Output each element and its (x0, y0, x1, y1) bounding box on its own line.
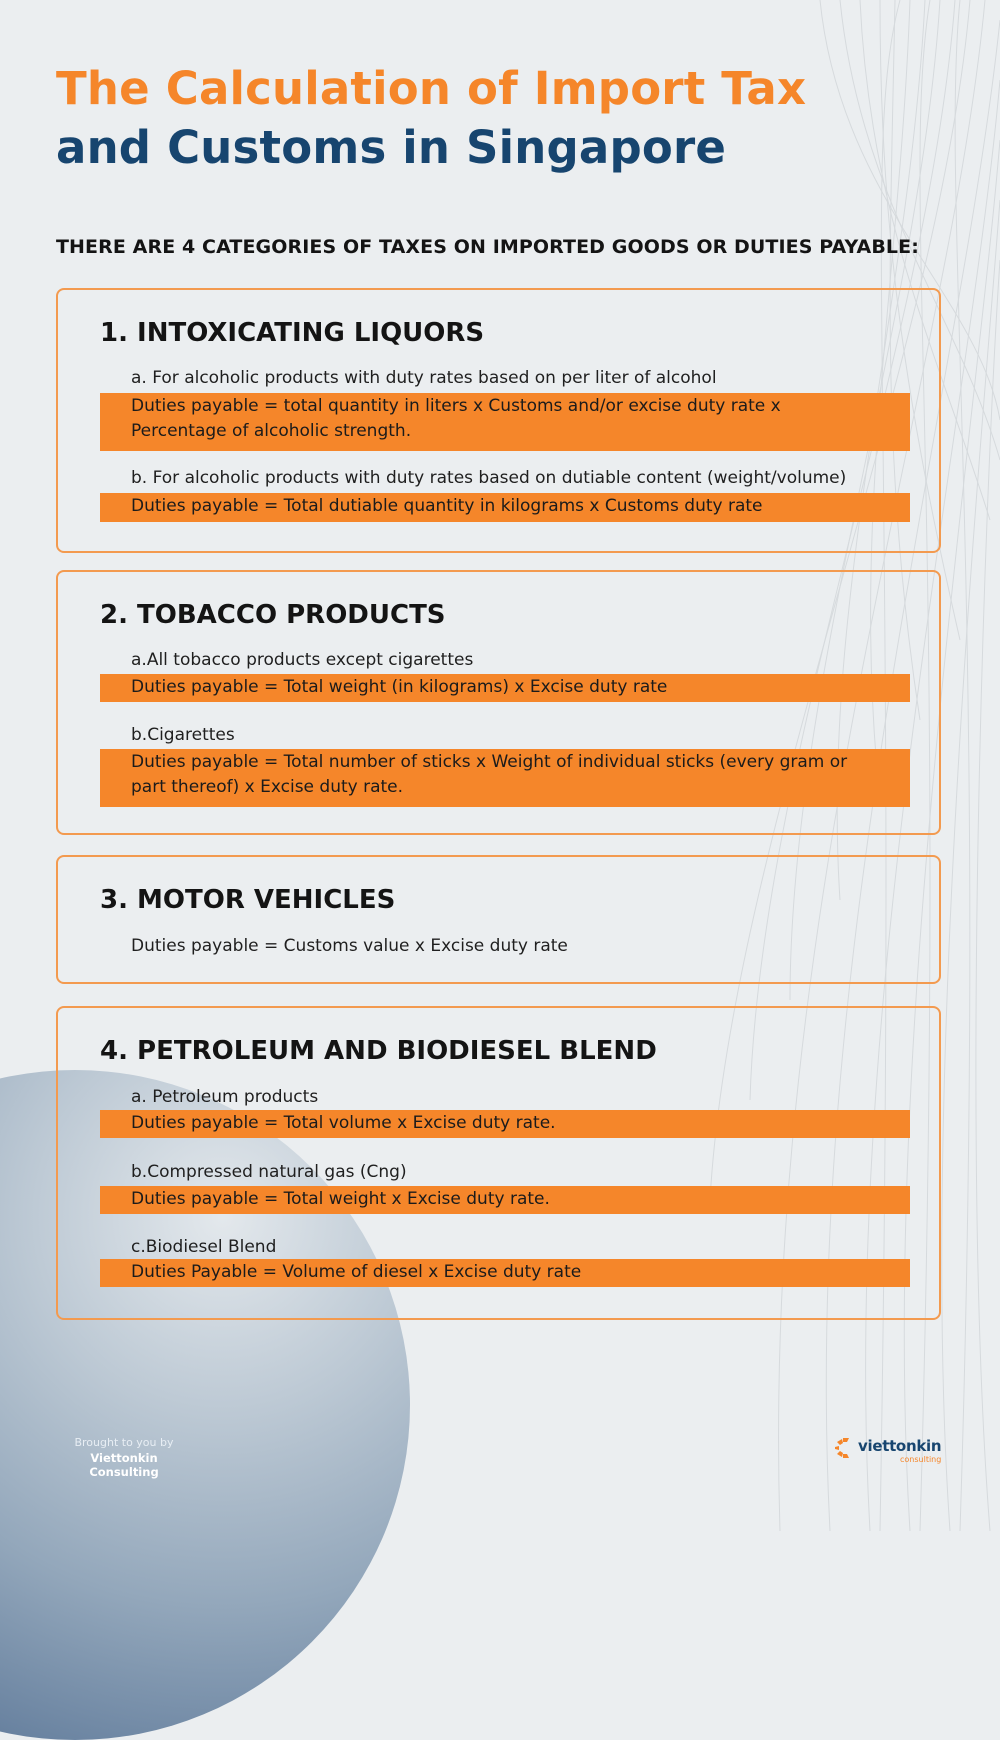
item-label: b.Cigarettes (131, 725, 235, 745)
formula-box (100, 393, 910, 451)
item-label: a. Petroleum products (131, 1087, 319, 1107)
formula-line: Duties payable = Total number of sticks x Weight of individual sticks (every gram or (131, 752, 848, 772)
formula-line: part thereof) x Excise duty rate. (131, 777, 404, 797)
formula-line: Duties payable = Total volume x Excise duty rate. (131, 1113, 556, 1133)
formula-box (100, 1110, 910, 1138)
section-subtitle: THERE ARE 4 CATEGORIES OF TAXES ON IMPORTED GOODS OR DUTIES PAYABLE: (56, 236, 919, 258)
formula-box (100, 493, 910, 522)
credit-block (60, 1436, 188, 1479)
c-bracket-logo-icon (834, 1437, 856, 1459)
formula-line: Duties payable = Total weight x Excise duty rate. (131, 1189, 550, 1209)
logo-name: viettonkin (858, 1437, 942, 1455)
category-card-intoxicating-liquors (56, 288, 941, 553)
item-label: c.Biodiesel Blend (131, 1237, 277, 1257)
formula-line: Duties payable = total quantity in liters x Customs and/or excise duty rate x (131, 396, 781, 416)
formula-box (100, 1259, 910, 1287)
category-card-petroleum-biodiesel (56, 1006, 941, 1320)
page-title-line1: The Calculation of Import Tax (56, 62, 807, 115)
item-label: b.Compressed natural gas (Cng) (131, 1162, 407, 1182)
item-label: a. For alcoholic products with duty rates based on per liter of alcohol (131, 368, 717, 388)
category-card-tobacco-products (56, 570, 941, 835)
category-card-motor-vehicles (56, 855, 941, 984)
page-title-line2: and Customs in Singapore (56, 121, 727, 174)
formula-line: Duties Payable = Volume of diesel x Excise duty rate (131, 1262, 582, 1282)
logo-tagline: consulting (900, 1455, 942, 1464)
credit-company-name: Viettonkin Consulting (89, 1451, 159, 1479)
formula-box (100, 749, 910, 807)
formula-box (100, 1186, 910, 1214)
credit-small-text: Brought to you by (74, 1436, 174, 1449)
item-label: b. For alcoholic products with duty rates based on dutiable content (weight/volume) (131, 468, 847, 488)
formula-line: Percentage of alcoholic strength. (131, 421, 412, 441)
formula-line: Duties payable = Total weight (in kilograms) x Excise duty rate (131, 677, 668, 697)
category-title: 1. INTOXICATING LIQUORS (100, 318, 485, 348)
viettonkin-logo (834, 1435, 954, 1465)
formula-box (100, 674, 910, 702)
formula-text: Duties payable = Customs value x Excise duty rate (131, 936, 568, 956)
item-label: a.All tobacco products except cigarettes (131, 650, 474, 670)
formula-line: Duties payable = Total dutiable quantity in kilograms x Customs duty rate (131, 496, 763, 516)
category-title: 2. TOBACCO PRODUCTS (100, 600, 446, 630)
category-title: 4. PETROLEUM AND BIODIESEL BLEND (100, 1036, 657, 1066)
category-title: 3. MOTOR VEHICLES (100, 885, 396, 915)
